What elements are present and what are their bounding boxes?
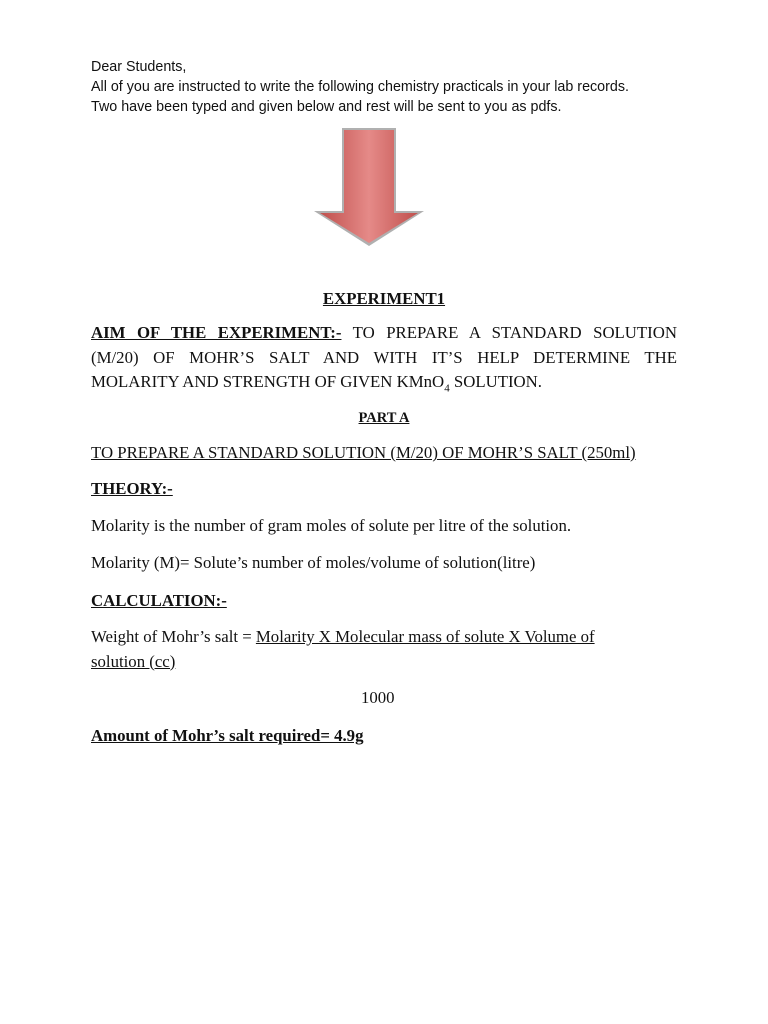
formula-denominator: 1000 [361, 688, 395, 707]
aim-text-1: TO PREPARE A STANDARD SOLUTION [341, 323, 678, 342]
formula-numerator-2: solution (cc) [91, 651, 176, 671]
part-label: PART A [358, 410, 410, 426]
aim-subscript: 4 [444, 382, 450, 395]
aim-line-2: (M/20) OF MOHR’S SALT AND WITH IT’S HELP DETERMINE THE [91, 347, 677, 367]
result-text: Amount of Mohr’s salt required= 4.9g [91, 726, 364, 745]
aim-line-3 [91, 370, 677, 395]
theory-label: THEORY:- [91, 479, 173, 498]
down-arrow-icon [314, 128, 424, 246]
formula-line-1 [91, 625, 677, 650]
intro-line-1: All of you are instructed to write the following chemistry practicals in your lab records. [91, 79, 629, 95]
part-heading: TO PREPARE A STANDARD SOLUTION (M/20) OF MOHR’S SALT (250ml) [91, 443, 636, 462]
experiment-title: EXPERIMENT1 [322, 289, 446, 308]
formula-prefix: Weight of Mohr’s salt = [91, 627, 256, 646]
aim-label: AIM OF THE EXPERIMENT:- [91, 323, 342, 342]
aim-text-3b: SOLUTION. [449, 372, 542, 391]
greeting: Dear Students, [91, 59, 187, 75]
formula-numerator-1: Molarity X Molecular mass of solute X Volume of [255, 627, 595, 646]
theory-text-1: Molarity is the number of gram moles of solute per litre of the solution. [91, 516, 572, 535]
intro-line-2: Two have been typed and given below and rest will be sent to you as pdfs. [91, 99, 562, 115]
aim-paragraph [91, 321, 677, 395]
aim-text-3a: MOLARITY AND STRENGTH OF GIVEN KMnO [91, 372, 445, 391]
calculation-label: CALCULATION:- [91, 591, 227, 610]
theory-text-2: Molarity (M)= Solute’s number of moles/volume of solution(litre) [91, 553, 536, 572]
formula [91, 625, 677, 674]
intro-note [91, 57, 711, 117]
aim-line-1 [91, 321, 677, 346]
